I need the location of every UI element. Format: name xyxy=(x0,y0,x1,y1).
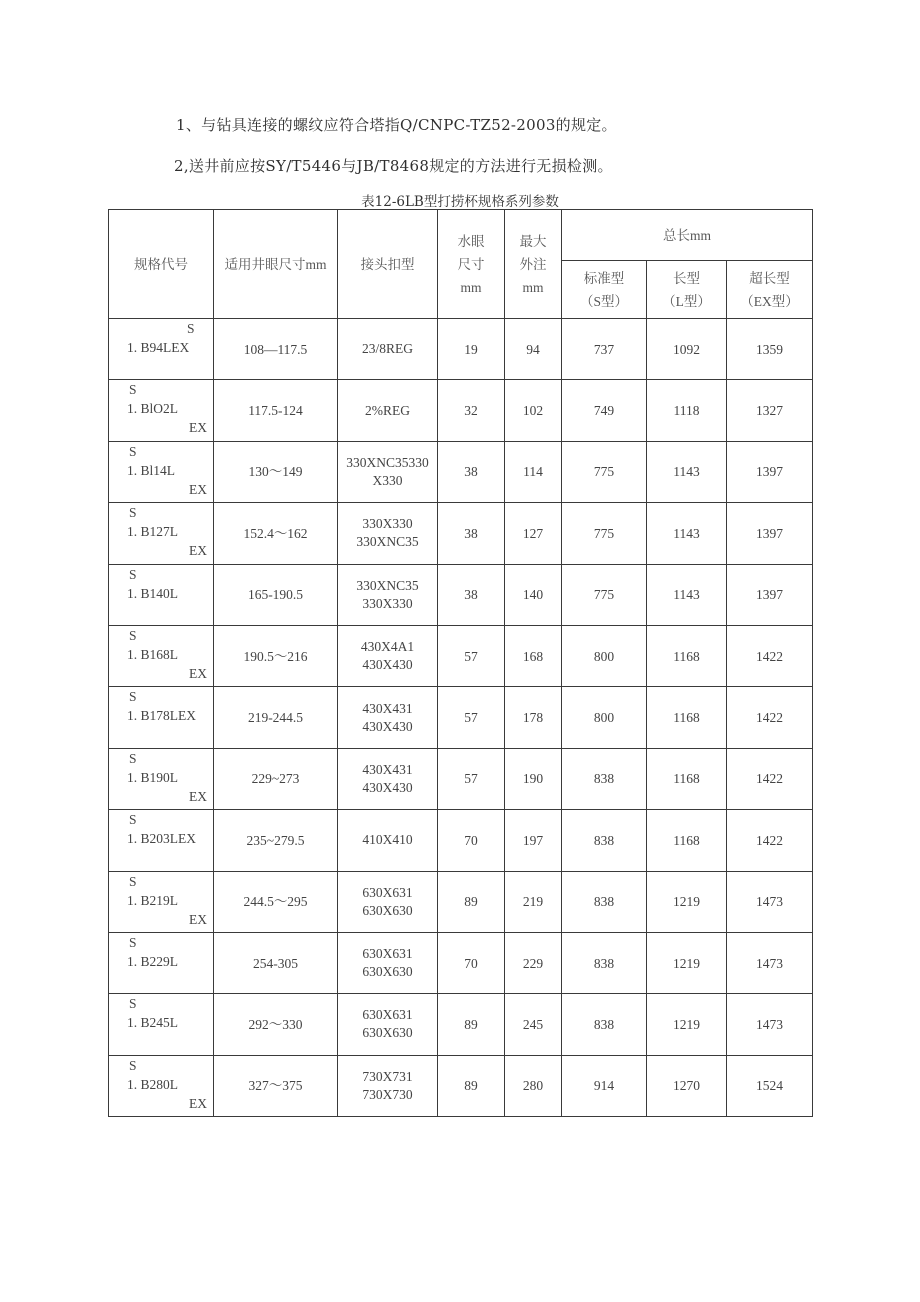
cell-hole-size: 108—117.5 xyxy=(214,319,338,380)
table-row xyxy=(109,1055,813,1116)
cell-long-length: 1219 xyxy=(647,994,727,1055)
code-suffix: EX xyxy=(189,1095,207,1111)
cell-water-hole: 38 xyxy=(438,503,505,564)
code-prefix: S xyxy=(129,750,137,766)
code-suffix: EX xyxy=(189,420,207,436)
header-long-type: 长型 （L型） xyxy=(647,261,727,319)
cell-hole-size: 229~273 xyxy=(214,748,338,809)
thread-line: 23/8REG xyxy=(361,341,413,357)
code-suffix: EX xyxy=(189,788,207,804)
code-name: 1. B140L xyxy=(127,585,179,601)
cell-extra-long-length: 1473 xyxy=(727,932,813,993)
code-prefix: S xyxy=(129,566,137,582)
thread-line: 430X430 xyxy=(362,657,413,673)
code-prefix: S xyxy=(129,812,137,828)
code-prefix: S xyxy=(187,321,195,336)
cell-hole-size: 244.5～295 xyxy=(214,871,338,932)
cell-thread-type xyxy=(338,932,438,993)
code-suffix: EX xyxy=(189,911,207,927)
cell-extra-long-length: 1473 xyxy=(727,994,813,1055)
thread-line: 330XNC35 xyxy=(356,534,419,550)
code-suffix: EX xyxy=(189,665,207,681)
cell-long-length: 1118 xyxy=(647,380,727,441)
cell-long-length: 1219 xyxy=(647,871,727,932)
code-name: 1. B229L xyxy=(127,953,179,969)
code-name: 1. B94LEX xyxy=(127,340,190,355)
cell-code xyxy=(109,687,214,748)
thread-line: 410X410 xyxy=(362,832,413,848)
cell-long-length: 1092 xyxy=(647,319,727,380)
header-code: 规格代号 xyxy=(109,210,214,319)
cell-water-hole: 70 xyxy=(438,932,505,993)
cell-max-od: 219 xyxy=(505,871,562,932)
cell-water-hole: 19 xyxy=(438,319,505,380)
cell-extra-long-length: 1397 xyxy=(727,564,813,625)
cell-code xyxy=(109,319,214,380)
spec-table-body xyxy=(109,319,813,1117)
code-name: 1. B280L xyxy=(127,1076,179,1092)
cell-thread-type xyxy=(338,748,438,809)
cell-standard-length: 914 xyxy=(562,1055,647,1116)
cell-standard-length: 800 xyxy=(562,687,647,748)
table-row xyxy=(109,625,813,686)
cell-max-od: 140 xyxy=(505,564,562,625)
cell-code xyxy=(109,748,214,809)
thread-line: 330XNC35 xyxy=(356,577,419,593)
header-hole-size: 适用井眼尺寸mm xyxy=(214,210,338,319)
cell-thread-type xyxy=(338,380,438,441)
cell-max-od: 178 xyxy=(505,687,562,748)
cell-thread-type xyxy=(338,1055,438,1116)
thread-line: 430X430 xyxy=(362,779,413,795)
cell-hole-size: 327～375 xyxy=(214,1055,338,1116)
cell-water-hole: 57 xyxy=(438,748,505,809)
paragraph-thread-requirement: 1、与钻具连接的螺纹应符合塔指Q/CNPC-TZ52-2003的规定。 xyxy=(176,116,617,134)
code-name: 1. B178LEX xyxy=(127,708,196,724)
code-prefix: S xyxy=(129,627,137,643)
cell-long-length: 1143 xyxy=(647,441,727,502)
thread-line: 430X431 xyxy=(362,700,413,716)
cell-standard-length: 838 xyxy=(562,810,647,871)
cell-max-od: 127 xyxy=(505,503,562,564)
table-caption: 表12-6LB型打捞杯规格系列参数 xyxy=(361,194,559,210)
cell-extra-long-length: 1327 xyxy=(727,380,813,441)
cell-long-length: 1143 xyxy=(647,564,727,625)
cell-thread-type xyxy=(338,564,438,625)
thread-line: 630X631 xyxy=(362,946,413,962)
cell-max-od: 94 xyxy=(505,319,562,380)
cell-thread-type xyxy=(338,994,438,1055)
code-prefix: S xyxy=(129,382,137,398)
header-thread-type: 接头扣型 xyxy=(338,210,438,319)
cell-long-length: 1168 xyxy=(647,687,727,748)
cell-standard-length: 838 xyxy=(562,871,647,932)
cell-long-length: 1270 xyxy=(647,1055,727,1116)
cell-max-od: 190 xyxy=(505,748,562,809)
cell-water-hole: 89 xyxy=(438,994,505,1055)
cell-code xyxy=(109,625,214,686)
table-row xyxy=(109,932,813,993)
header-standard-type: 标准型 （S型） xyxy=(562,261,647,319)
table-row xyxy=(109,994,813,1055)
code-prefix: S xyxy=(129,505,137,521)
cell-thread-type xyxy=(338,687,438,748)
code-name: 1. B203LEX xyxy=(127,831,196,847)
cell-standard-length: 749 xyxy=(562,380,647,441)
code-prefix: S xyxy=(129,873,137,889)
cell-thread-type xyxy=(338,319,438,380)
cell-long-length: 1168 xyxy=(647,625,727,686)
cell-standard-length: 737 xyxy=(562,319,647,380)
cell-standard-length: 800 xyxy=(562,625,647,686)
cell-code xyxy=(109,810,214,871)
cell-hole-size: 190.5～216 xyxy=(214,625,338,686)
table-row xyxy=(109,871,813,932)
code-name: 1. B245L xyxy=(127,1015,179,1031)
header-extra-long-type: 超长型 （EX型） xyxy=(727,261,813,319)
cell-standard-length: 775 xyxy=(562,503,647,564)
cell-code xyxy=(109,441,214,502)
header-total-length: 总长mm xyxy=(562,210,813,261)
code-name: 1. B219L xyxy=(127,892,179,908)
thread-line: 330X330 xyxy=(362,516,413,532)
header-water-hole: 水眼 尺寸 mm xyxy=(438,210,505,319)
cell-code xyxy=(109,932,214,993)
cell-water-hole: 89 xyxy=(438,1055,505,1116)
spec-table xyxy=(108,209,813,1117)
code-name: 1. BlO2L xyxy=(127,401,179,417)
cell-standard-length: 775 xyxy=(562,441,647,502)
cell-hole-size: 254-305 xyxy=(214,932,338,993)
thread-line: 630X630 xyxy=(362,1025,413,1041)
cell-extra-long-length: 1524 xyxy=(727,1055,813,1116)
cell-water-hole: 57 xyxy=(438,687,505,748)
cell-water-hole: 32 xyxy=(438,380,505,441)
cell-max-od: 280 xyxy=(505,1055,562,1116)
cell-long-length: 1168 xyxy=(647,748,727,809)
cell-extra-long-length: 1397 xyxy=(727,503,813,564)
code-suffix: EX xyxy=(189,481,207,497)
thread-line: X330 xyxy=(372,472,403,488)
cell-code xyxy=(109,380,214,441)
cell-long-length: 1219 xyxy=(647,932,727,993)
cell-thread-type xyxy=(338,810,438,871)
cell-hole-size: 130～149 xyxy=(214,441,338,502)
table-row xyxy=(109,687,813,748)
table-row xyxy=(109,748,813,809)
cell-standard-length: 775 xyxy=(562,564,647,625)
cell-hole-size: 165-190.5 xyxy=(214,564,338,625)
cell-code xyxy=(109,994,214,1055)
table-row xyxy=(109,380,813,441)
thread-line: 2%REG xyxy=(365,402,410,418)
code-prefix: S xyxy=(129,443,137,459)
code-name: 1. B168L xyxy=(127,646,179,662)
cell-hole-size: 152.4～162 xyxy=(214,503,338,564)
thread-line: 430X4A1 xyxy=(360,639,415,655)
cell-max-od: 114 xyxy=(505,441,562,502)
table-row xyxy=(109,319,813,380)
thread-line: 630X630 xyxy=(362,902,413,918)
thread-line: 630X631 xyxy=(362,1007,413,1023)
cell-extra-long-length: 1397 xyxy=(727,441,813,502)
code-name: 1. B190L xyxy=(127,769,179,785)
thread-line: 330X330 xyxy=(362,595,413,611)
code-name: 1. B127L xyxy=(127,524,179,540)
cell-thread-type xyxy=(338,441,438,502)
cell-max-od: 168 xyxy=(505,625,562,686)
cell-thread-type xyxy=(338,503,438,564)
cell-long-length: 1143 xyxy=(647,503,727,564)
thread-line: 630X630 xyxy=(362,964,413,980)
cell-water-hole: 89 xyxy=(438,871,505,932)
cell-code xyxy=(109,871,214,932)
cell-water-hole: 38 xyxy=(438,441,505,502)
thread-line: 630X631 xyxy=(362,884,413,900)
table-row xyxy=(109,503,813,564)
cell-thread-type xyxy=(338,625,438,686)
cell-hole-size: 117.5-124 xyxy=(214,380,338,441)
cell-max-od: 229 xyxy=(505,932,562,993)
thread-line: 330XNC35330 xyxy=(346,454,429,470)
code-prefix: S xyxy=(129,689,137,705)
cell-extra-long-length: 1359 xyxy=(727,319,813,380)
cell-standard-length: 838 xyxy=(562,994,647,1055)
thread-line: 430X431 xyxy=(362,761,413,777)
thread-line: 730X731 xyxy=(362,1068,413,1084)
cell-water-hole: 70 xyxy=(438,810,505,871)
paragraph-inspection-requirement: 2,送井前应按SY/T5446与JB/T8468规定的方法进行无损检测。 xyxy=(174,157,613,175)
cell-max-od: 102 xyxy=(505,380,562,441)
code-suffix: EX xyxy=(189,543,207,559)
cell-code xyxy=(109,1055,214,1116)
code-prefix: S xyxy=(129,1057,137,1073)
cell-code xyxy=(109,564,214,625)
cell-extra-long-length: 1422 xyxy=(727,810,813,871)
table-row xyxy=(109,564,813,625)
cell-extra-long-length: 1422 xyxy=(727,625,813,686)
code-name: 1. Bl14L xyxy=(127,462,176,478)
header-max-od: 最大 外注 mm xyxy=(505,210,562,319)
cell-extra-long-length: 1473 xyxy=(727,871,813,932)
code-prefix: S xyxy=(129,934,137,950)
thread-line: 430X430 xyxy=(362,718,413,734)
cell-long-length: 1168 xyxy=(647,810,727,871)
cell-thread-type xyxy=(338,871,438,932)
cell-max-od: 245 xyxy=(505,994,562,1055)
cell-extra-long-length: 1422 xyxy=(727,687,813,748)
table-row xyxy=(109,441,813,502)
code-prefix: S xyxy=(129,996,137,1012)
cell-extra-long-length: 1422 xyxy=(727,748,813,809)
cell-hole-size: 235~279.5 xyxy=(214,810,338,871)
cell-hole-size: 292～330 xyxy=(214,994,338,1055)
cell-hole-size: 219-244.5 xyxy=(214,687,338,748)
table-row xyxy=(109,810,813,871)
cell-water-hole: 38 xyxy=(438,564,505,625)
cell-standard-length: 838 xyxy=(562,748,647,809)
cell-standard-length: 838 xyxy=(562,932,647,993)
cell-max-od: 197 xyxy=(505,810,562,871)
thread-line: 730X730 xyxy=(362,1086,413,1102)
cell-code xyxy=(109,503,214,564)
cell-water-hole: 57 xyxy=(438,625,505,686)
